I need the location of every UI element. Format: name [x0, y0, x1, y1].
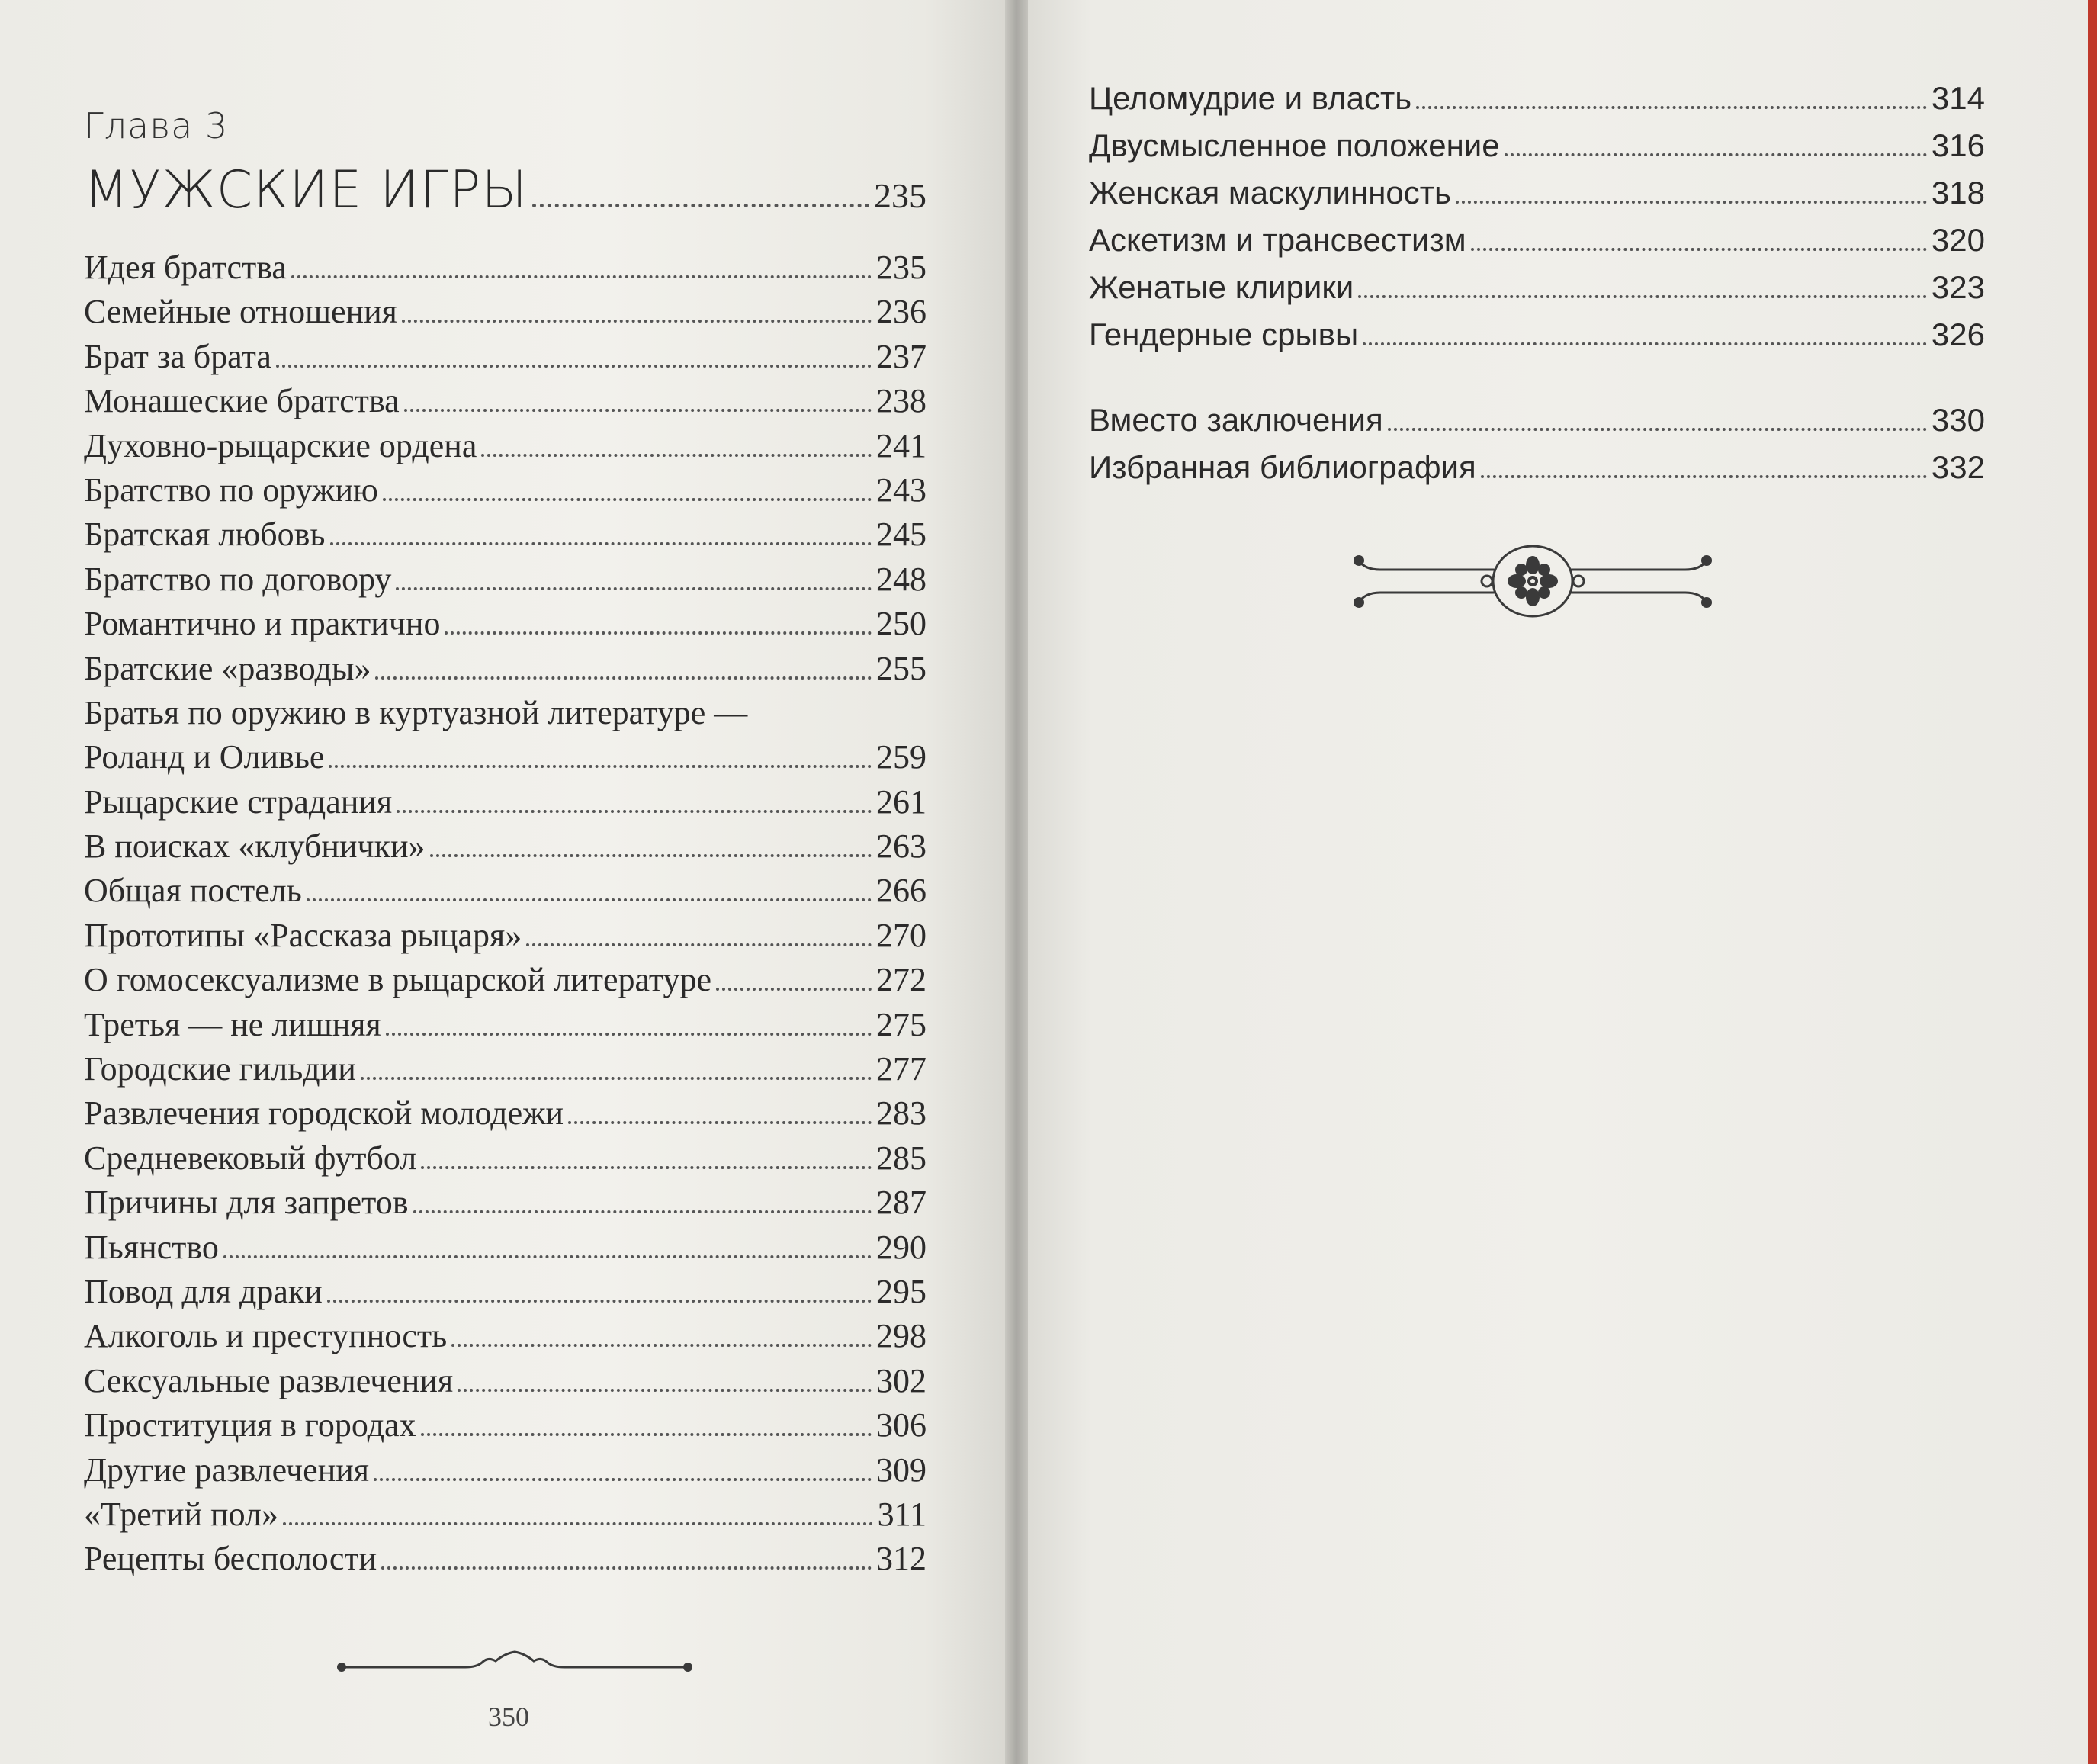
- toc-entry-page: 277: [876, 1050, 926, 1088]
- toc-entry-title: Идея братства: [84, 249, 287, 286]
- toc-entry-page: 272: [876, 961, 926, 999]
- dot-leader: [374, 1478, 872, 1481]
- toc-entry: [84, 1136, 926, 1181]
- toc-entry-title: Проституция в городах: [84, 1406, 416, 1444]
- dot-leader: [223, 1255, 872, 1258]
- toc-entry-page: 332: [1931, 449, 1985, 485]
- dot-leader: [386, 1033, 872, 1036]
- toc-entry-page: 287: [876, 1184, 926, 1222]
- toc-entry: [1089, 75, 1985, 122]
- toc-entry-page: 245: [876, 516, 926, 554]
- toc-entry-page: 311: [877, 1495, 926, 1533]
- dot-leader: [526, 943, 872, 946]
- toc-entry: [84, 1492, 926, 1537]
- toc-entry-title: Целомудрие и власть: [1089, 80, 1412, 116]
- toc-entry-title: Роланд и Оливье: [84, 738, 325, 776]
- toc-entry: [1089, 444, 1985, 491]
- toc-entry: [1089, 397, 1985, 444]
- toc-entry-title: Братство по оружию: [84, 471, 378, 509]
- page-ornament-flourish: [336, 1646, 694, 1676]
- dot-leader: [327, 1300, 872, 1303]
- toc-entry-page: 243: [876, 471, 926, 509]
- dot-leader: [458, 1389, 872, 1392]
- toc-entry: [84, 958, 926, 1002]
- toc-entry-title: Средневековый футбол: [84, 1139, 417, 1177]
- dot-leader: [1363, 342, 1927, 345]
- toc-entry-page: 238: [876, 382, 926, 420]
- dot-leader: [1505, 153, 1927, 156]
- toc-entry: [84, 1003, 926, 1047]
- toc-entry-page: 290: [876, 1228, 926, 1266]
- toc-entry: [84, 379, 926, 423]
- toc-entry-page: 283: [876, 1094, 926, 1133]
- toc-entry-title: Общая постель: [84, 872, 302, 910]
- toc-entry-title: Алкоголь и преступность: [84, 1317, 448, 1355]
- chapter-title-row: [84, 160, 926, 220]
- toc-entry-title: Рецепты бесполости: [84, 1540, 377, 1578]
- toc-entry: [84, 1047, 926, 1091]
- toc-entry: [84, 1314, 926, 1358]
- toc-entry: [84, 1359, 926, 1403]
- toc-entry: [84, 824, 926, 869]
- left-page: [0, 0, 1005, 1764]
- toc-entry-page: 248: [876, 560, 926, 598]
- chapter-title: МУЖСКИЕ ИГРЫ: [84, 160, 528, 220]
- toc-entry-page: 270: [876, 916, 926, 954]
- page-number: 350: [488, 1701, 529, 1732]
- toc-entry-title: Женская маскулинность: [1089, 175, 1451, 210]
- toc-entry-page: 306: [876, 1406, 926, 1444]
- toc-entry-page: 259: [876, 738, 926, 776]
- toc-entry-title: Избранная библиография: [1089, 449, 1476, 485]
- toc-entry: [84, 1181, 926, 1225]
- toc-entry-title: Духовно-рыцарские ордена: [84, 426, 477, 464]
- toc-entry-title: Братские «разводы»: [84, 649, 371, 687]
- toc-entry-title: Женатые клирики: [1089, 269, 1354, 305]
- toc-right-list: [1089, 75, 1985, 358]
- toc-entry-title: Двусмысленное положение: [1089, 127, 1500, 163]
- toc-entry-title: Городские гильдии: [84, 1050, 356, 1088]
- toc-entry-continued: [84, 691, 926, 735]
- dot-leader: [402, 320, 872, 323]
- toc-entry: [84, 1448, 926, 1492]
- toc-entry-page: 255: [876, 649, 926, 687]
- toc-entry-page: 318: [1931, 175, 1985, 210]
- toc-entry: [84, 290, 926, 334]
- red-book-edge: [2088, 0, 2097, 1764]
- dot-leader: [568, 1121, 872, 1124]
- toc-entry-page: 275: [876, 1005, 926, 1043]
- toc-entry-title: Монашеские братства: [84, 382, 400, 420]
- dot-leader: [361, 1077, 872, 1080]
- toc-entry-title: Прототипы «Рассказа рыцаря»: [84, 916, 522, 954]
- toc-entry-title: Повод для драки: [84, 1272, 323, 1310]
- toc-entry-title: Сексуальные развлечения: [84, 1361, 454, 1399]
- dot-leader: [396, 587, 872, 590]
- toc-entry: [84, 512, 926, 557]
- toc-entry-title: Семейные отношения: [84, 293, 397, 331]
- dot-leader: [451, 1344, 872, 1347]
- dot-leader: [307, 898, 872, 901]
- toc-entry-page: 261: [876, 782, 926, 821]
- toc-entry: [84, 1091, 926, 1136]
- toc-entry-page: 263: [876, 827, 926, 866]
- toc-entry-title: Брат за брата: [84, 337, 271, 375]
- toc-entry: [1089, 122, 1985, 169]
- toc-entry-title: Другие развлечения: [84, 1451, 370, 1489]
- dot-leader: [1358, 295, 1927, 298]
- toc-entry: [1089, 169, 1985, 217]
- toc-entry-page: 235: [876, 249, 926, 286]
- toc-entry-page: 320: [1931, 222, 1985, 258]
- toc-entry-page: 314: [1931, 80, 1985, 116]
- toc-entry-title: О гомосексуализме в рыцарской литературе: [84, 961, 712, 999]
- dot-leader: [481, 454, 872, 457]
- toc-entry-page: 298: [876, 1317, 926, 1355]
- toc-entry: [84, 735, 926, 779]
- toc-entry-page: 250: [876, 605, 926, 643]
- toc-entry-title: Романтично и практично: [84, 605, 441, 643]
- toc-entry: [84, 557, 926, 602]
- toc-entry-title: Братская любовь: [84, 516, 326, 554]
- chapter-page-number: 235: [874, 176, 926, 215]
- toc-entry: [84, 424, 926, 468]
- toc-entry: [84, 335, 926, 379]
- dot-leader: [1388, 428, 1927, 431]
- toc-left-list: [84, 246, 926, 1582]
- dot-leader: [716, 988, 872, 991]
- dot-leader: [532, 204, 869, 207]
- toc-entry-page: 309: [876, 1451, 926, 1489]
- toc-entry: [84, 647, 926, 691]
- dot-leader: [404, 409, 872, 412]
- toc-entry-title: Третья — не лишняя: [84, 1005, 381, 1043]
- toc-entry-title: Причины для запретов: [84, 1184, 409, 1222]
- dot-leader: [397, 810, 872, 813]
- toc-entry: [84, 246, 926, 290]
- toc-entry-title: Пьянство: [84, 1228, 219, 1266]
- dot-leader: [413, 1210, 872, 1213]
- toc-entry: [84, 869, 926, 913]
- toc-entry-page: 241: [876, 426, 926, 464]
- dot-leader: [383, 498, 872, 501]
- toc-entry-title: Вместо заключения: [1089, 402, 1383, 438]
- dot-leader: [430, 854, 872, 857]
- dot-leader: [421, 1166, 872, 1169]
- toc-entry: [84, 914, 926, 958]
- dot-leader: [1471, 248, 1927, 251]
- book-gutter: [1005, 0, 1028, 1764]
- dot-leader: [329, 765, 872, 768]
- dot-leader: [276, 365, 872, 368]
- page-ornament-rosette: [1350, 538, 1716, 622]
- toc-entry-page: 312: [876, 1540, 926, 1578]
- toc-entry-page: 316: [1931, 127, 1985, 163]
- toc-entry-title: Аскетизм и трансвестизм: [1089, 222, 1466, 258]
- dot-leader: [1456, 201, 1927, 204]
- toc-entry-page: 237: [876, 337, 926, 375]
- toc-entry-page: 266: [876, 872, 926, 910]
- dot-leader: [375, 676, 872, 680]
- dot-leader: [421, 1433, 872, 1436]
- toc-entry-title: Гендерные срывы: [1089, 316, 1359, 352]
- toc-entry: [84, 780, 926, 824]
- toc-entry: [84, 1537, 926, 1581]
- toc-entry: [84, 602, 926, 646]
- toc-entry: [1089, 217, 1985, 264]
- toc-entry-title: «Третий пол»: [84, 1495, 278, 1533]
- toc-entry-page: 236: [876, 293, 926, 331]
- toc-entry: [1089, 264, 1985, 311]
- toc-entry: [84, 1226, 926, 1270]
- toc-entry: [84, 1403, 926, 1448]
- toc-entry-page: 302: [876, 1361, 926, 1399]
- dot-leader: [1416, 106, 1927, 109]
- toc-entry-title: Братство по договору: [84, 560, 392, 598]
- toc-entry-page: 295: [876, 1272, 926, 1310]
- toc-entry-title: Рыцарские страдания: [84, 782, 393, 821]
- toc-entry-title: В поисках «клубнички»: [84, 827, 426, 866]
- dot-leader: [381, 1566, 872, 1570]
- chapter-label: Глава 3: [84, 105, 229, 146]
- toc-entry-page: 326: [1931, 316, 1985, 352]
- toc-entry-title: Развлечения городской молодежи: [84, 1094, 564, 1133]
- toc-entry-page: 323: [1931, 269, 1985, 305]
- toc-entry: [84, 468, 926, 512]
- toc-entry: [84, 1270, 926, 1314]
- dot-leader: [330, 542, 872, 545]
- dot-leader: [291, 275, 872, 278]
- dot-leader: [445, 631, 872, 635]
- toc-right-end-list: [1089, 397, 1985, 491]
- dot-leader: [283, 1522, 873, 1525]
- toc-entry: [1089, 311, 1985, 358]
- dot-leader: [1481, 475, 1927, 478]
- toc-entry-page: 285: [876, 1139, 926, 1177]
- toc-entry-title: Братья по оружию в куртуазной литературе —: [84, 693, 748, 731]
- toc-entry-page: 330: [1931, 402, 1985, 438]
